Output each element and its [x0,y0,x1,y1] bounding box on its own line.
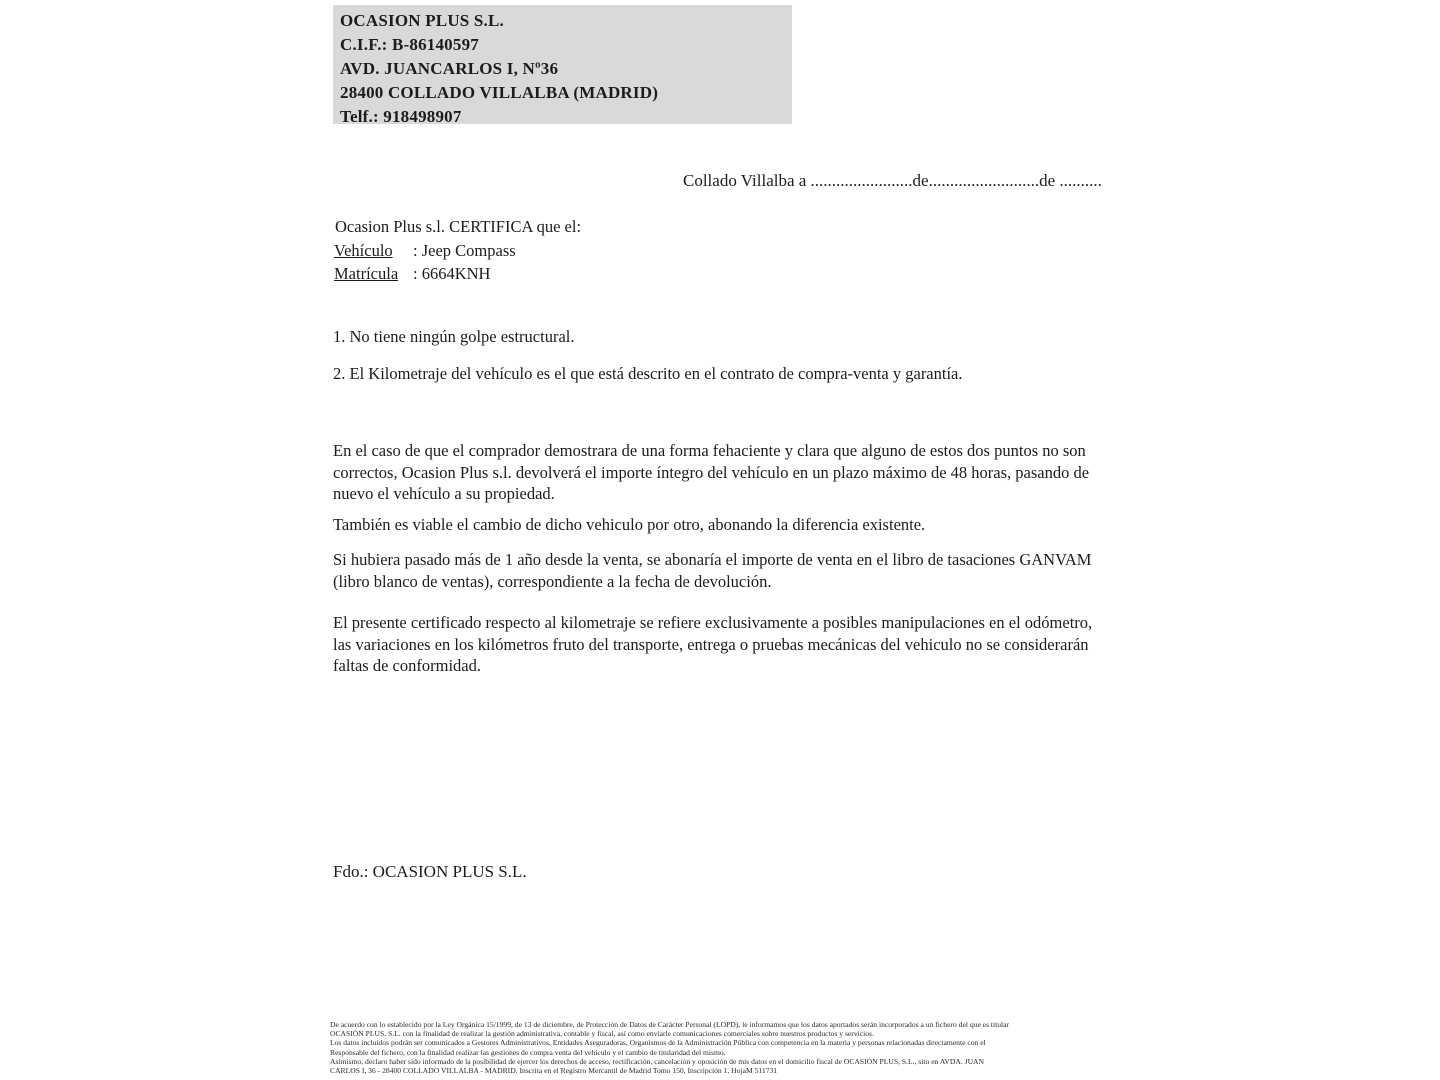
legal-footer-line: Los datos incluidos podrán ser comunicados a Gestores Administrativos, Entidades Aseguradoras, Organismos de la Administración Pública con competencia en la materia y personas relacionadas directamente con el [330,1038,986,1048]
paragraph-ganvam: Si hubiera pasado más de 1 año desde la venta, se abonaría el importe de venta en el libro de tasaciones GANVAM (libro blanco de ventas), correspondiente a la fecha de devolución. [333,550,1092,591]
plate-label-wrap [334,264,413,284]
paragraph-exchange: También es viable el cambio de dicho vehiculo por otro, abonando la diferencia existente. [333,515,926,534]
company-name: OCASION PLUS S.L. [340,11,504,30]
signature-line: Fdo.: OCASION PLUS S.L. [333,862,527,881]
company-cif: C.I.F.: B-86140597 [340,35,479,54]
paragraph-refund: En el caso de que el comprador demostrara de una forma fehaciente y clara que alguno de estos dos puntos no son correctos, Ocasion Plus s.l. devolverá el importe íntegro del vehículo en un plazo máximo de 48 horas, pasando de nuevo el vehículo a su propiedad. [333,441,1090,503]
legal-footer-line: Asimismo, declaro haber sido informado de la posibilidad de ejercer los derechos de acceso, rectificación, cancelación y oposición de mis datos en el domicilio fiscal de OCASIÓN PLUS, S.L., sito en AVDA. JUAN [330,1056,985,1066]
paragraph-odometer: El presente certificado respecto al kilometraje se refiere exclusivamente a posibles manipulaciones en el odómetro, las variaciones en los kilómetros fruto del transporte, entrega o pruebas mecánicas del vehiculo no se considerarán faltas de conformidad. [333,613,1093,675]
date-line: Collado Villalba a ........................de..........................de .......... [683,171,1102,190]
legal-footer-line: CARLOS I, 36 - 28400 COLLADO VILLALBA - MADRID. Inscrita en el Registro Mercantil de Madrid Tomo 150, Inscripción 1, HojaM 511731 [330,1066,778,1076]
legal-footer [330,1020,1120,1075]
company-address: AVD. JUANCARLOS I, Nº36 [340,59,559,78]
vehicle-label: Vehículo [334,241,393,260]
point-2: 2. El Kilometraje del vehículo es el que está descrito en el contrato de compra-venta y garantía. [333,364,963,383]
company-phone: Telf.: 918498907 [340,107,462,126]
plate-label: Matrícula [334,264,399,283]
company-header-box [333,5,792,124]
legal-footer-line: Responsable del fichero, con la finalidad realizar las gestiones de compra venta del vehículo y el cambio de titularidad del mismo. [330,1047,726,1057]
plate-value: : 6664KNH [413,264,491,283]
legal-footer-line: OCASIÓN PLUS, S.L. con la finalidad de realizar la gestión administrativa, contable y fiscal, así como enviarle comunicaciones comerciales sobre nuestros productos y servicios. [330,1029,874,1039]
company-city: 28400 COLLADO VILLALBA (MADRID) [340,83,659,102]
vehicle-label-wrap [334,241,413,261]
legal-footer-line: De acuerdo con lo establecido por la Ley Orgánica 15/1999, de 13 de diciembre, de Protección de Datos de Carácter Personal (LOPD), le informamos que los datos aportados serán incorporados a un fichero del que es titular [330,1020,1010,1029]
certifica-intro: Ocasion Plus s.l. CERTIFICA que el: [335,217,582,236]
point-1: 1. No tiene ningún golpe estructural. [333,327,575,346]
vehicle-value: : Jeep Compass [413,241,516,260]
plate-field-row [334,264,490,284]
vehicle-field-row [334,241,516,261]
